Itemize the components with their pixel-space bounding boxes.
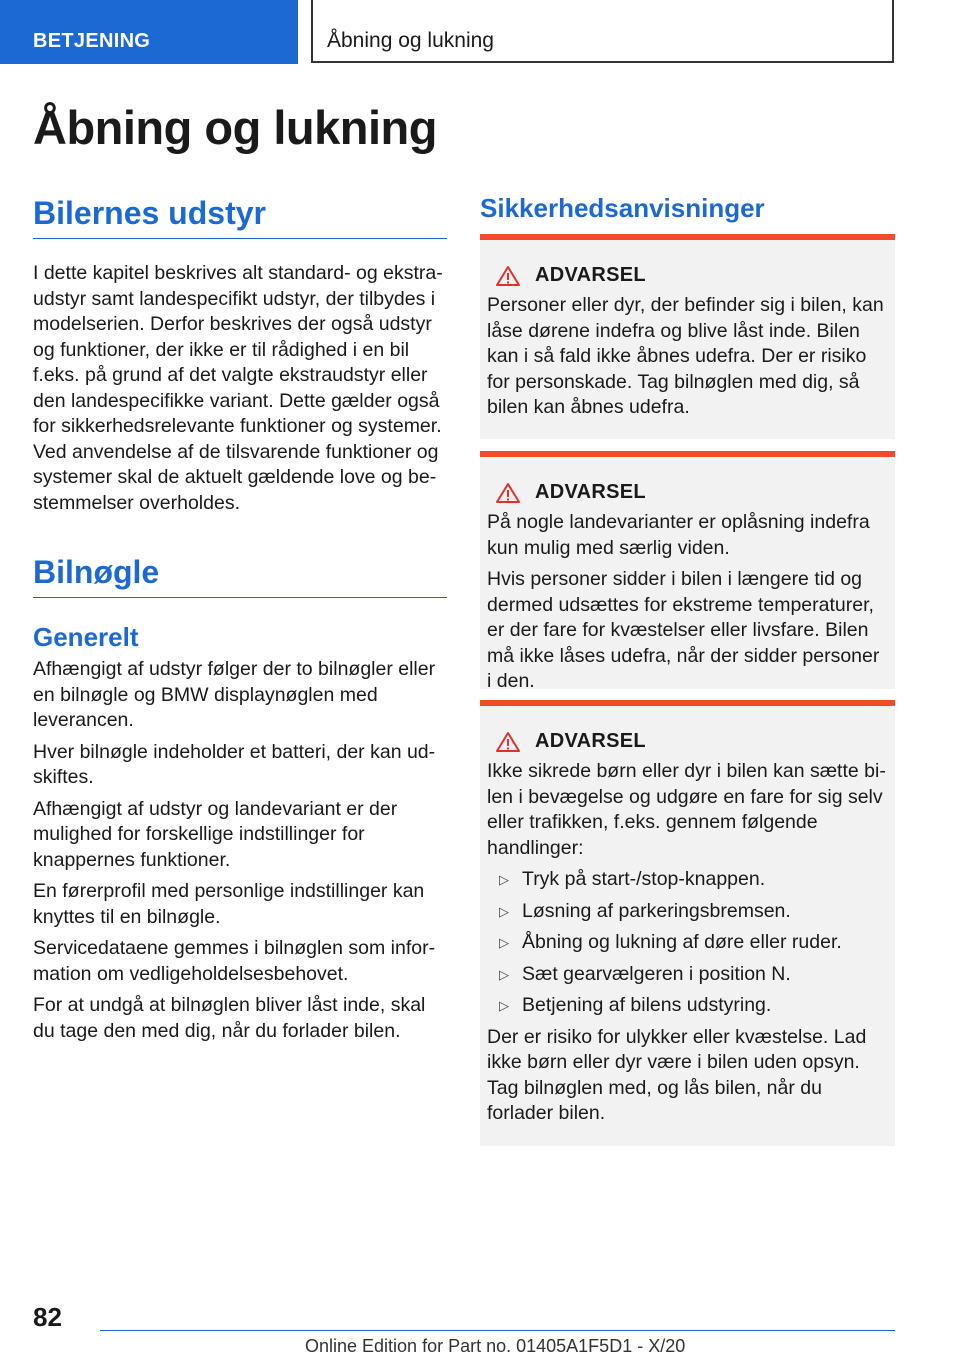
warning-text: Personer eller dyr, der befinder sig i bilen, kan låse dørene indefra og blive låst inde. Bilen kan i så fald ikke åbnes udefra. Der er risiko for personskade. Tag bilnøglen med dig, så bilen kan åbnes udefra. [487, 294, 884, 418]
list-item-text: Betjening af bilens udstyring. [522, 994, 772, 1016]
warning-label: ADVARSEL [535, 481, 646, 503]
warning-box [480, 700, 895, 1146]
general-paragraph: For at undgå at bilnøglen bliver låst inde, skal du tage den med dig, når du forlader bilen. [33, 994, 426, 1042]
list-item-text: Tryk på start-/stop-knappen. [522, 868, 766, 890]
warning-triangle-icon [495, 731, 521, 753]
list-item [487, 962, 887, 988]
bullet-triangle-icon: ▷ [499, 872, 509, 887]
warning-triangle-icon [495, 265, 521, 287]
warning-label: ADVARSEL [535, 730, 646, 752]
heading-rule [33, 597, 447, 598]
warning-header [495, 730, 887, 753]
heading-key: Bilnøgle [33, 554, 160, 590]
warning-box [480, 234, 895, 439]
bullet-triangle-icon: ▷ [499, 935, 509, 950]
list-item-text: Sæt gearvælgeren i position N. [522, 962, 791, 985]
warning-text: Der er risiko for ulykker eller kvæstelse. Lad ikke børn eller dyr være i bilen uden opsyn. Tag bilnøglen med, og lås bilen, når du forlader bilen. [487, 1025, 867, 1124]
warning-list [487, 867, 887, 1019]
list-item [487, 867, 887, 893]
general-paragraph: Hver bilnøgle indeholder et batteri, der kan udskiftes. [33, 740, 436, 788]
general-paragraph: Afhængigt af udstyr følger der to bilnøgler eller en bilnøgle og BMW displaynøglen med leverancen. [33, 658, 436, 731]
section-tab [0, 0, 298, 64]
chapter-label: Åbning og lukning [327, 29, 494, 52]
warning-header [495, 264, 887, 287]
warning-triangle-icon [495, 482, 521, 504]
warning-box [480, 451, 895, 692]
chapter-header [311, 0, 894, 63]
heading-general: Generelt [33, 622, 139, 652]
list-item-text: Løsning af parkeringsbremsen. [522, 899, 791, 922]
warning-text: Ikke sikrede børn eller dyr i bilen kan sætte bilen i bevægelse og udgøre en fare for sig selv eller trafikken, f.eks. gennem følgende handlinger: [487, 760, 886, 859]
bullet-triangle-icon: ▷ [499, 903, 509, 919]
warning-header [495, 481, 887, 504]
list-item [487, 993, 887, 1019]
bullet-triangle-icon: ▷ [499, 966, 509, 982]
list-item-text: Åbning og lukning af døre eller ruder. [522, 931, 842, 953]
left-column [33, 195, 447, 1050]
heading-equipment: Bilernes udstyr [33, 195, 266, 231]
warning-label: ADVARSEL [535, 264, 646, 286]
general-paragraph: Servicedataene gemmes i bilnøglen som information om vedligeholdelsesbehovet. [33, 937, 436, 985]
heading-rule [33, 238, 447, 239]
equipment-text: I dette kapitel beskrives alt standard- og ekstraudstyr samt landespecifikt udstyr, der tilbydes i modelserien. Derfor beskrives der også udstyr og funktioner, der ikke er til rådighed i en bil f.eks. på grund af det valgte ekstraudstyr eller den landespecifikke variant. Dette gælder også for sikkerhedsrelevante funktioner og systemer. Ved anvendelse af de tilsvarende funktioner og systemer skal de aktuelt gældende love og bestemmelser overholdes. [33, 262, 443, 514]
page-number: 82 [33, 1302, 62, 1332]
warning-text: Hvis personer sidder i bilen i længere tid og dermed udsættes for ekstreme temperaturer, er der fare for kvæstelser eller livsfare. Bilen må ikke låses udefra, når der sidder personer i den. [487, 568, 880, 692]
list-item [487, 899, 887, 925]
heading-safety: Sikkerhedsanvisninger [480, 193, 765, 223]
section-label: BETJENING [33, 30, 151, 52]
warning-text: På nogle landevarianter er oplåsning indefra kun mulig med særlig viden. [487, 511, 870, 559]
general-paragraph: En førerprofil med personlige indstillinger kan knyttes til en bilnøgle. [33, 880, 425, 928]
footer-edition: Online Edition for Part no. 01405A1F5D1 - X/20 [305, 1336, 686, 1356]
page-title: Åbning og lukning [33, 101, 437, 154]
bullet-triangle-icon: ▷ [499, 998, 509, 1013]
list-item [487, 930, 887, 956]
general-paragraph: Afhængigt af udstyr og landevariant er der mulighed for forskellige indstillinger for knappernes funktioner. [33, 797, 398, 871]
footer-rule [100, 1330, 895, 1331]
